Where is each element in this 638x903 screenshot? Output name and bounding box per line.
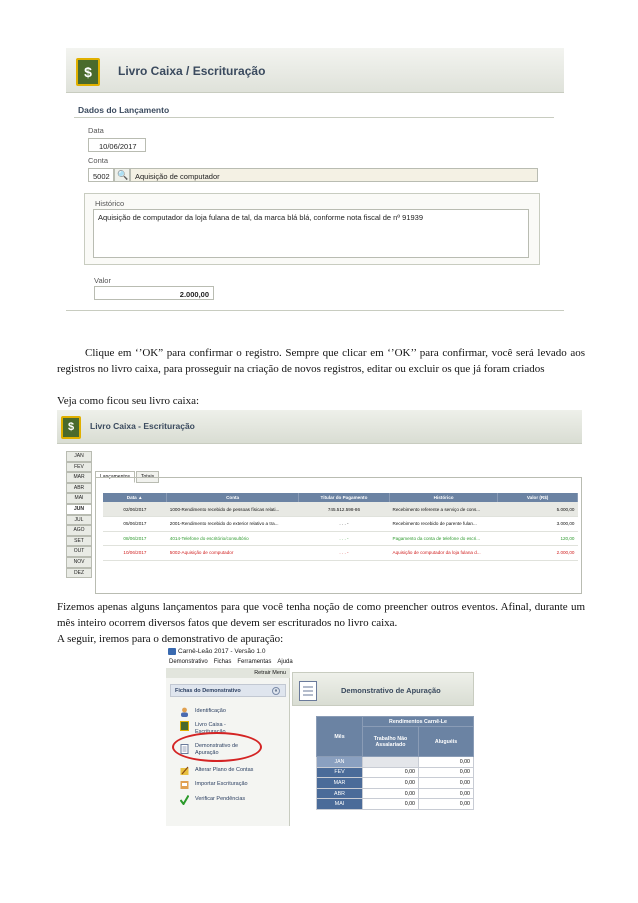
data-label: Data <box>88 126 104 135</box>
cell-titular: . . . - <box>298 546 389 561</box>
col-trabalho: Trabalho Não Assalariado <box>363 727 419 757</box>
cell-trabalho: 0,00 <box>363 799 419 810</box>
retrair-menu-button[interactable]: Retrair Menu <box>166 668 290 678</box>
cell-valor: 5.000,00 <box>498 502 578 517</box>
window-title: Livro Caixa - Escrituração <box>90 421 195 431</box>
conta-label: Conta <box>88 156 109 165</box>
document-icon <box>299 681 317 701</box>
import-icon <box>180 780 189 790</box>
month-tab[interactable]: OUT <box>66 546 92 557</box>
month-tab[interactable]: JUN <box>66 504 92 515</box>
cell-conta: 2001-Rendimento recebido do exterior relativo a tra... <box>167 517 299 532</box>
tab-lancamentos[interactable]: Lançamentos <box>95 471 135 483</box>
cell-alugueis: 0,00 <box>419 757 474 768</box>
cell-mes: MAI <box>317 799 363 810</box>
fichas-header <box>170 684 286 697</box>
rendimentos-header: Rendimentos Carnê-Le <box>363 717 474 727</box>
cell-mes: JAN <box>317 757 363 768</box>
valor-field[interactable]: 2.000,00 <box>94 286 214 300</box>
table-row[interactable] <box>103 531 578 546</box>
cell-trabalho: 0,00 <box>363 778 419 789</box>
section-title: Dados do Lançamento <box>78 105 170 115</box>
cell-titular: 745.512.598-86 <box>298 502 389 517</box>
cell-data: 10/06/2017 <box>103 546 167 561</box>
column-header[interactable]: Titular do Pagamento <box>298 493 389 502</box>
menu-demonstrativo[interactable]: Demonstrativo <box>169 659 208 665</box>
cell-conta: 4014-Telefone do escritório/consultório <box>167 531 299 546</box>
screenshot-livro-caixa-list <box>57 410 582 594</box>
cell-data: 05/06/2017 <box>103 517 167 532</box>
paragraph-veja: Veja como ficou seu livro caixa: <box>57 395 200 407</box>
paragraph-ok-instructions: Clique em ‘’OK” para confirmar o registro. Sempre que clicar em ‘’OK’’ para confirmar, você será levado aos registros no livro caixa, para prosseguir na criação de novos registros, editar ou excluir os que já foram criados <box>57 347 585 375</box>
table-row[interactable] <box>103 502 578 517</box>
section-divider <box>74 117 554 118</box>
month-tab[interactable]: DEZ <box>66 568 92 579</box>
cell-trabalho: 0,00 <box>363 767 419 778</box>
table-row[interactable] <box>103 517 578 532</box>
month-tab[interactable]: FEV <box>66 462 92 473</box>
cell-historico: Pagamento da conta de telefone do escri... <box>390 531 498 546</box>
book-icon <box>180 721 189 731</box>
table-row[interactable] <box>317 767 474 778</box>
checkmark-icon <box>180 795 189 805</box>
month-tab[interactable]: ABR <box>66 483 92 494</box>
cell-titular: . . . - <box>298 517 389 532</box>
month-tab[interactable]: JAN <box>66 451 92 462</box>
cell-valor: 120,00 <box>498 531 578 546</box>
month-tab[interactable]: MAR <box>66 472 92 483</box>
cell-mes: FEV <box>317 767 363 778</box>
right-content-panel <box>292 668 474 826</box>
pencil-icon <box>180 766 189 776</box>
tab-totais[interactable]: Totais <box>136 471 159 483</box>
table-row[interactable] <box>317 799 474 810</box>
cell-mes: ABR <box>317 788 363 799</box>
cell-valor: 3.000,00 <box>498 517 578 532</box>
dollar-book-icon: $ <box>76 58 100 86</box>
table-row[interactable] <box>317 778 474 789</box>
column-header[interactable]: Conta <box>167 493 299 502</box>
dollar-book-icon: $ <box>61 416 81 439</box>
screenshot-livro-caixa-form <box>66 48 564 324</box>
search-icon[interactable]: 🔍 <box>114 168 130 182</box>
screenshot-carne-leao <box>166 646 474 826</box>
col-mes: Mês <box>317 717 363 757</box>
column-header[interactable]: Data ▲ <box>103 493 167 502</box>
fichas-title: Fichas do Demonstrativo <box>175 688 241 694</box>
month-tab[interactable]: NOV <box>66 557 92 568</box>
paragraph-fizemos: Fizemos apenas alguns lançamentos para que você tenha noção de como preencher outros eventos. Afinal, durante um mês inteiro ocorrem diversos fatos que devem ser escriturados no livro caixa. <box>57 601 585 629</box>
menu-fichas[interactable]: Fichas <box>213 659 232 665</box>
table-row[interactable] <box>317 788 474 799</box>
cell-historico: Aquisição de computador da loja fulana d... <box>390 546 498 561</box>
cell-valor: 2.000,00 <box>498 546 578 561</box>
cell-trabalho: 0,00 <box>363 788 419 799</box>
valor-label: Valor <box>94 276 111 285</box>
conta-code-field[interactable]: 5002 <box>88 168 114 182</box>
cell-mes: MAR <box>317 778 363 789</box>
col-alugueis: Aluguéis <box>419 727 474 757</box>
window-header <box>66 48 564 93</box>
column-header[interactable]: Valor (R$) <box>498 493 578 502</box>
cell-conta: 1000-Rendimento recebido de pessoas físicas relati... <box>167 502 299 517</box>
window-header <box>57 410 582 444</box>
tab-bar <box>95 465 160 480</box>
app-title: Carnê-Leão 2017 - Versão 1.0 <box>178 648 266 655</box>
month-tab[interactable]: AGO <box>66 525 92 536</box>
window-title: Livro Caixa / Escrituração <box>118 64 266 78</box>
cell-trabalho <box>363 757 419 768</box>
month-selector <box>66 451 92 578</box>
collapse-icon[interactable]: « <box>272 687 280 695</box>
cell-historico: Recebimento referente a serviço de cons... <box>390 502 498 517</box>
month-tab[interactable]: MAI <box>66 493 92 504</box>
footer-divider <box>66 310 564 311</box>
cell-alugueis: 0,00 <box>419 799 474 810</box>
historico-field[interactable]: Aquisição de computador da loja fulana de tal, da marca blá blá, conforme nota fiscal de nº 91939 <box>93 209 529 258</box>
demonstrativo-title: Demonstrativo de Apuração <box>341 686 441 695</box>
menu-bar <box>166 658 474 668</box>
historico-label: Histórico <box>95 199 125 208</box>
cell-alugueis: 0,00 <box>419 788 474 799</box>
cell-alugueis: 0,00 <box>419 767 474 778</box>
cell-alugueis: 0,00 <box>419 778 474 789</box>
demonstrativo-header <box>292 672 474 706</box>
cell-historico: Recebimento recebido de parente fulan... <box>390 517 498 532</box>
historico-group <box>84 193 540 265</box>
data-field[interactable]: 10/06/2017 <box>88 138 146 152</box>
column-header[interactable]: Histórico <box>390 493 498 502</box>
menu-ajuda[interactable]: Ajuda <box>277 659 293 665</box>
table-row[interactable] <box>317 757 474 768</box>
person-icon <box>180 707 189 717</box>
conta-desc-field: Aquisição de computador <box>130 168 538 182</box>
cell-data: 08/06/2017 <box>103 531 167 546</box>
month-tab[interactable]: SET <box>66 536 92 547</box>
apuracao-table <box>316 716 474 810</box>
highlight-circle <box>172 732 262 762</box>
cell-data: 02/06/2017 <box>103 502 167 517</box>
left-nav-panel: Retrair Menu Fichas do Demonstrativo « Identificação Livro Caixa - Escrituração Demonstrativo de Apuração Alterar Plano de Contas Importar Escrituração Verificar Pendências <box>166 668 290 826</box>
menu-ferramentas[interactable]: Ferramentas <box>237 659 272 665</box>
month-tab[interactable]: JUL <box>66 515 92 526</box>
table-row[interactable] <box>103 546 578 561</box>
lancamentos-table <box>103 493 578 561</box>
cell-titular: . . . - <box>298 531 389 546</box>
cell-conta: 5002-Aquisição de computador <box>167 546 299 561</box>
paragraph-a-seguir: A seguir, iremos para o demonstrativo de apuração: <box>57 633 284 645</box>
